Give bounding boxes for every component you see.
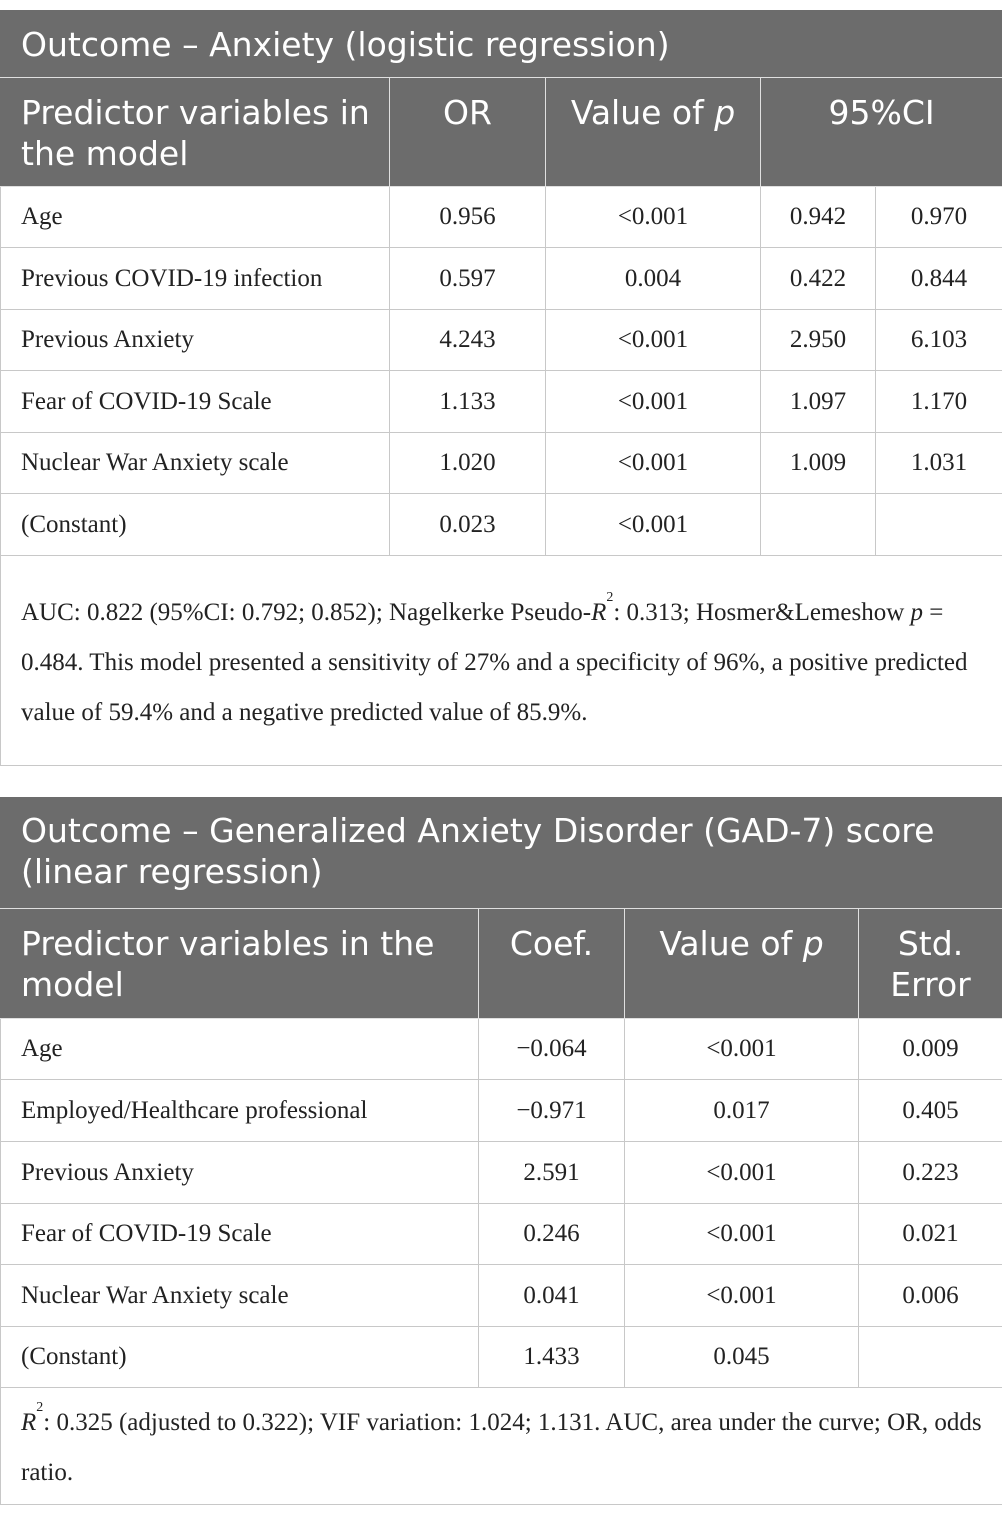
row-label: Previous Anxiety [1,310,390,371]
footnote-sup: 2 [606,589,614,605]
cell-p: <0.001 [625,1265,859,1327]
cell-p: <0.001 [546,371,761,433]
header-ci: 95%CI [761,78,1002,187]
header-pvalue [546,78,761,187]
footnote-r: R [591,598,607,626]
cell-p: <0.001 [546,187,761,248]
table-footnote [1,556,1002,766]
table-row [1,187,1002,248]
table-row [1,1080,1002,1142]
cell-ci-low: 0.942 [761,187,876,248]
footnote-part: = 0.484. This model presented a sensitivity of 27% and a specificity of 96%, a positive predicted value of 59.4% and a negative predicted value of 85.9%. [21,598,968,726]
table-row [1,371,1002,433]
cell-ci-high: 1.170 [876,371,1002,433]
cell-ci-low: 2.950 [761,310,876,371]
cell-se [859,1327,1002,1388]
table-row [1,1142,1002,1204]
cell-ci-high: 0.844 [876,248,1002,310]
table-row [1,248,1002,310]
linear-regression-table [0,797,1002,1505]
cell-or: 1.020 [390,433,546,494]
table-row [1,433,1002,494]
footnote-part: : 0.313; Hosmer&Lemeshow [613,598,911,626]
header-coef: Coef. [479,909,625,1019]
cell-p: <0.001 [625,1204,859,1265]
header-pvalue-p: p [802,924,824,963]
table-row [1,310,1002,371]
cell-ci-low: 1.009 [761,433,876,494]
row-label: Age [1,1019,479,1080]
row-label: Nuclear War Anxiety scale [1,433,390,494]
cell-se: 0.006 [859,1265,1002,1327]
table-footnote [1,1388,1002,1505]
cell-p: <0.001 [546,433,761,494]
header-predictor: Predictor variables in the model [1,78,390,187]
footnote-r: R [21,1409,37,1436]
cell-p: 0.045 [625,1327,859,1388]
cell-ci-low: 1.097 [761,371,876,433]
header-pvalue-p: p [714,93,736,132]
cell-p: <0.001 [546,494,761,556]
cell-or: 0.956 [390,187,546,248]
header-pvalue-text: Value of [570,93,715,132]
row-label: Nuclear War Anxiety scale [1,1265,479,1327]
row-label: Employed/Healthcare professional [1,1080,479,1142]
cell-p: <0.001 [546,310,761,371]
cell-p: <0.001 [625,1142,859,1204]
header-pvalue [625,909,859,1019]
row-label: Fear of COVID-19 Scale [1,371,390,433]
header-or: OR [390,78,546,187]
header-pvalue-text: Value of [659,924,803,963]
table-row [1,1019,1002,1080]
cell-se: 0.223 [859,1142,1002,1204]
cell-or: 0.023 [390,494,546,556]
cell-se: 0.021 [859,1204,1002,1265]
cell-or: 1.133 [390,371,546,433]
cell-coef: −0.971 [479,1080,625,1142]
cell-coef: 0.041 [479,1265,625,1327]
cell-coef: 0.246 [479,1204,625,1265]
cell-ci-low: 0.422 [761,248,876,310]
table-title: Outcome – Generalized Anxiety Disorder (GAD-7) score (linear regression) [1,798,1002,909]
footnote-text [1,556,1002,766]
cell-ci-low [761,494,876,556]
header-std-error: Std. Error [859,909,1002,1019]
cell-ci-high [876,494,1002,556]
cell-p: 0.004 [546,248,761,310]
row-label: (Constant) [1,494,390,556]
table-row [1,1265,1002,1327]
row-label: (Constant) [1,1327,479,1388]
cell-p: 0.017 [625,1080,859,1142]
footnote-p: p [910,598,924,626]
table-title: Outcome – Anxiety (logistic regression) [1,11,1002,78]
footnote-sup: 2 [36,1400,44,1415]
footnote-text [1,1388,1002,1505]
row-label: Previous Anxiety [1,1142,479,1204]
cell-or: 0.597 [390,248,546,310]
table-row [1,1327,1002,1388]
cell-coef: 1.433 [479,1327,625,1388]
cell-p: <0.001 [625,1019,859,1080]
row-label: Fear of COVID-19 Scale [1,1204,479,1265]
cell-se: 0.405 [859,1080,1002,1142]
footnote-part: AUC: 0.822 (95%CI: 0.792; 0.852); Nagelkerke Pseudo- [21,598,592,626]
cell-or: 4.243 [390,310,546,371]
cell-ci-high: 0.970 [876,187,1002,248]
cell-coef: 2.591 [479,1142,625,1204]
cell-se: 0.009 [859,1019,1002,1080]
cell-ci-high: 6.103 [876,310,1002,371]
row-label: Age [1,187,390,248]
cell-coef: −0.064 [479,1019,625,1080]
cell-ci-high: 1.031 [876,433,1002,494]
header-predictor: Predictor variables in the model [1,909,479,1019]
logistic-regression-table [0,10,1002,766]
table-row [1,1204,1002,1265]
table-row [1,494,1002,556]
row-label: Previous COVID-19 infection [1,248,390,310]
footnote-part: : 0.325 (adjusted to 0.322); VIF variation: 1.024; 1.131. AUC, area under the curve; OR, odds ratio. [21,1409,982,1486]
